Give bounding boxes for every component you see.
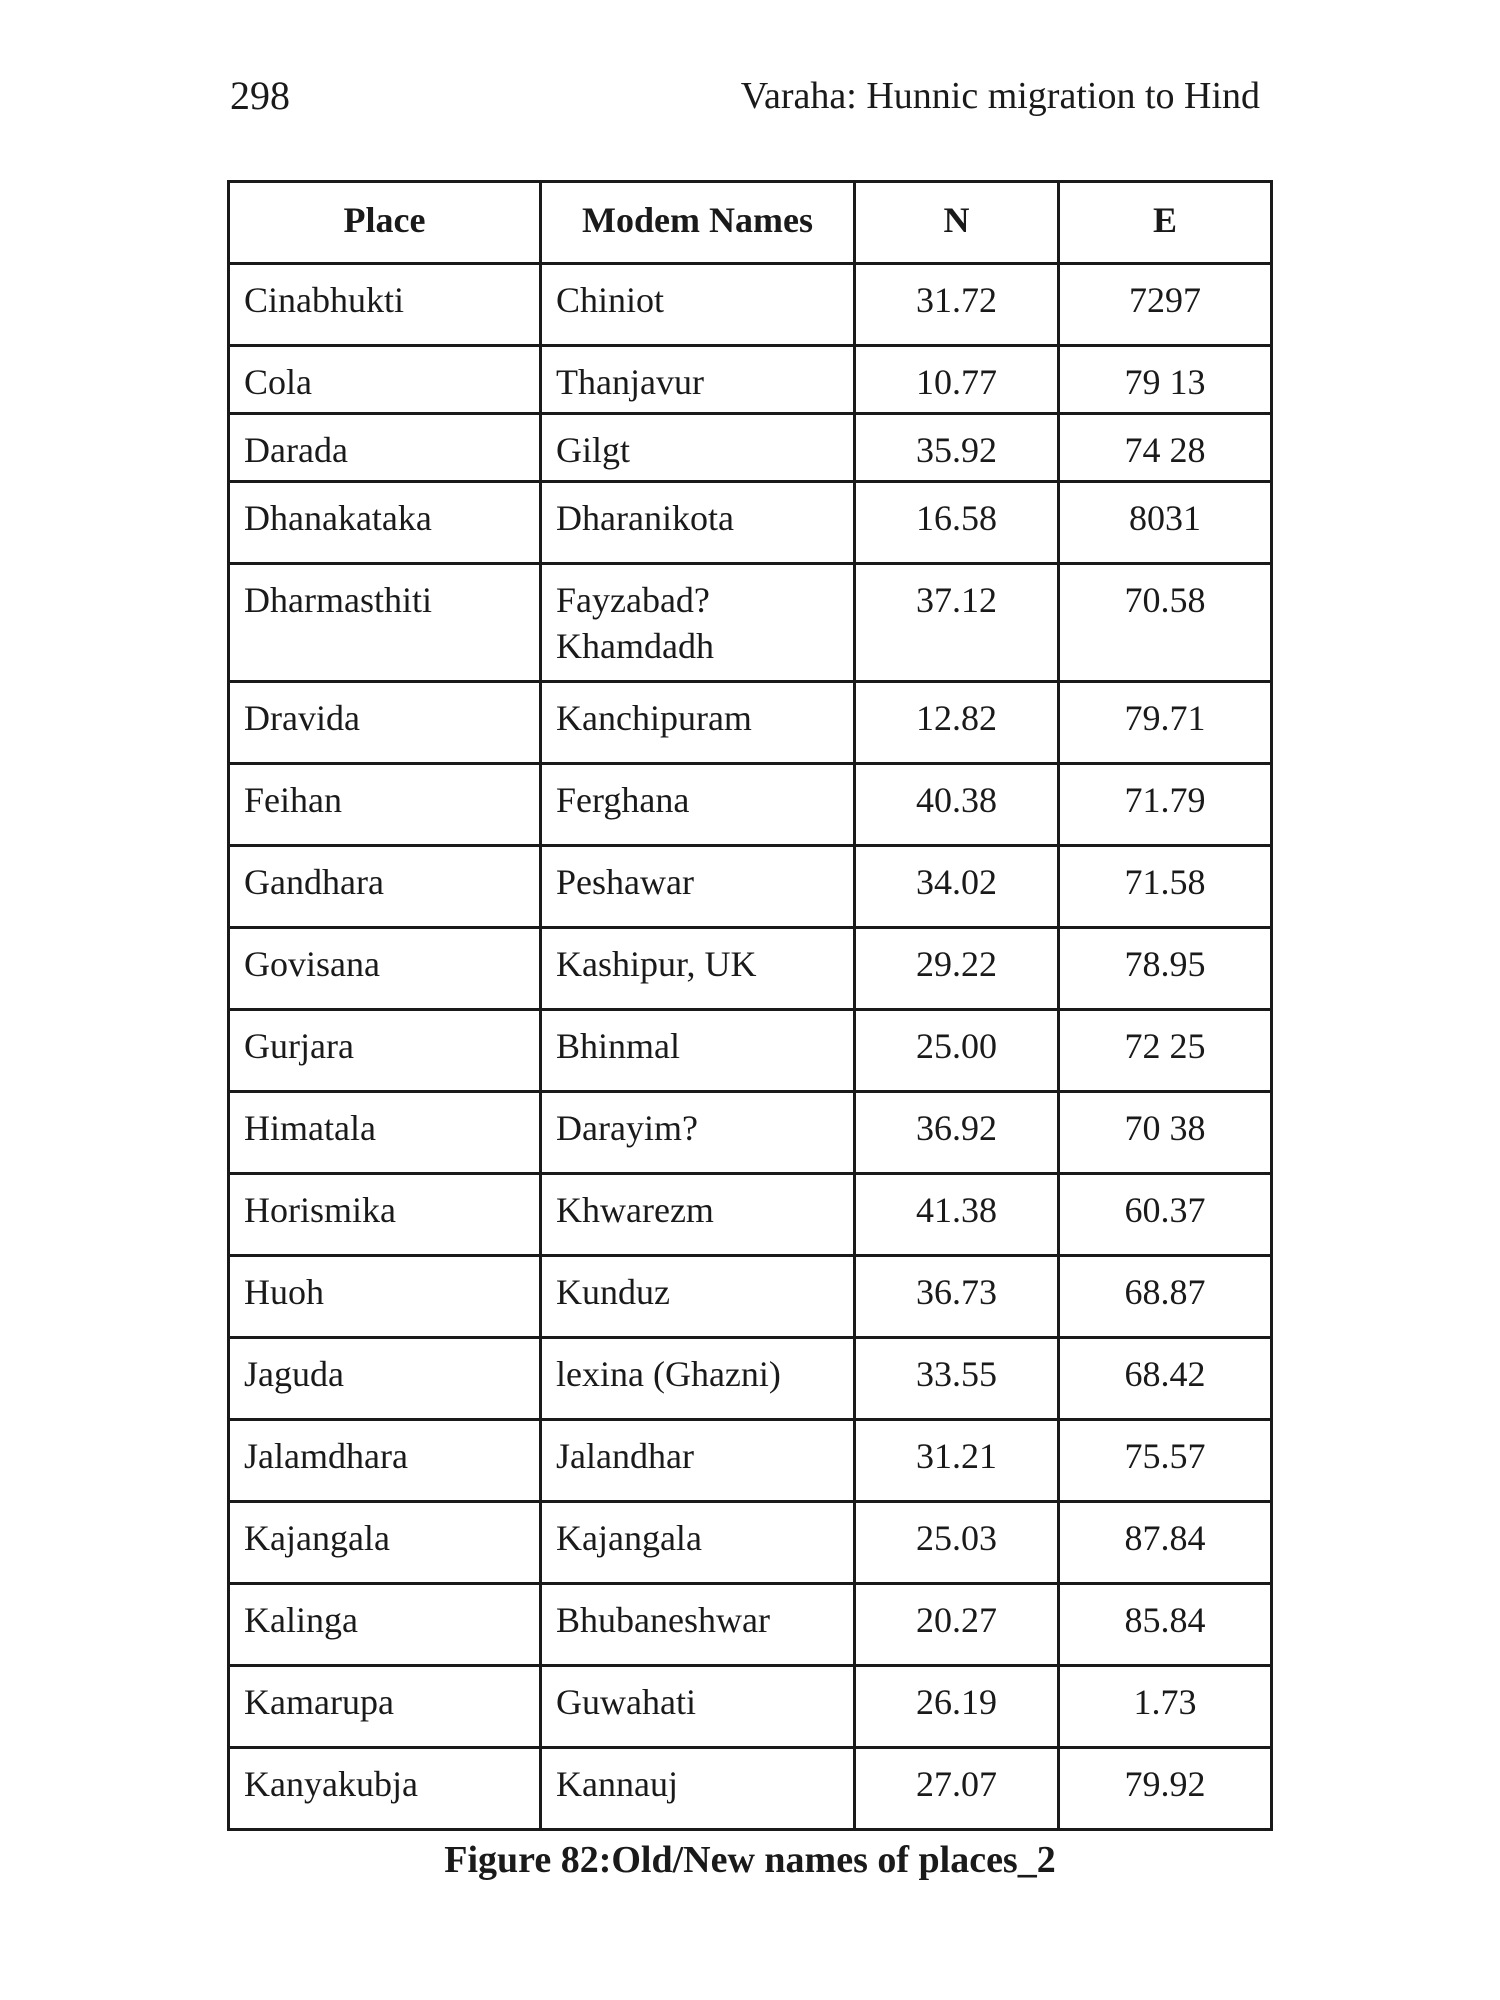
longitude-cell: 72 25 xyxy=(1059,1010,1272,1092)
latitude-cell: 25.00 xyxy=(855,1010,1059,1092)
running-title: Varaha: Hunnic migration to Hind xyxy=(740,75,1260,117)
column-header-n: N xyxy=(855,182,1059,264)
longitude-cell: 74 28 xyxy=(1059,414,1272,482)
latitude-cell: 25.03 xyxy=(855,1502,1059,1584)
longitude-cell: 75.57 xyxy=(1059,1420,1272,1502)
latitude-cell: 31.72 xyxy=(855,264,1059,346)
place-cell: Kalinga xyxy=(229,1584,541,1666)
place-cell: Jalamdhara xyxy=(229,1420,541,1502)
table-row xyxy=(229,1748,1272,1830)
longitude-cell: 71.58 xyxy=(1059,846,1272,928)
place-cell: Darada xyxy=(229,414,541,482)
modern-name-cell: Chiniot xyxy=(541,264,855,346)
table-row xyxy=(229,414,1272,482)
place-cell: Jaguda xyxy=(229,1338,541,1420)
longitude-cell: 79.71 xyxy=(1059,682,1272,764)
longitude-cell: 68.87 xyxy=(1059,1256,1272,1338)
longitude-cell: 60.37 xyxy=(1059,1174,1272,1256)
table-row xyxy=(229,1010,1272,1092)
figure-caption: Figure 82:Old/New names of places_2 xyxy=(444,1839,1056,1881)
place-cell: Feihan xyxy=(229,764,541,846)
place-cell: Kanyakubja xyxy=(229,1748,541,1830)
latitude-cell: 40.38 xyxy=(855,764,1059,846)
latitude-cell: 35.92 xyxy=(855,414,1059,482)
page-number: 298 xyxy=(230,73,290,118)
table-row xyxy=(229,1092,1272,1174)
place-cell: Horismika xyxy=(229,1174,541,1256)
place-cell: Huoh xyxy=(229,1256,541,1338)
modern-name-cell: Kunduz xyxy=(541,1256,855,1338)
modern-name-cell xyxy=(541,564,855,682)
modern-name-cell: Peshawar xyxy=(541,846,855,928)
table-row xyxy=(229,1584,1272,1666)
latitude-cell: 16.58 xyxy=(855,482,1059,564)
table-row xyxy=(229,482,1272,564)
longitude-cell: 8031 xyxy=(1059,482,1272,564)
modern-name-cell: Dharanikota xyxy=(541,482,855,564)
column-header-e: E xyxy=(1059,182,1272,264)
longitude-cell: 87.84 xyxy=(1059,1502,1272,1584)
longitude-cell: 1.73 xyxy=(1059,1666,1272,1748)
modern-name-cell: Ferghana xyxy=(541,764,855,846)
place-cell: Kajangala xyxy=(229,1502,541,1584)
longitude-cell: 79 13 xyxy=(1059,346,1272,414)
column-header-modern-names: Modem Names xyxy=(541,182,855,264)
latitude-cell: 41.38 xyxy=(855,1174,1059,1256)
latitude-cell: 29.22 xyxy=(855,928,1059,1010)
table-row xyxy=(229,1256,1272,1338)
longitude-cell: 68.42 xyxy=(1059,1338,1272,1420)
table-row xyxy=(229,928,1272,1010)
place-cell: Cinabhukti xyxy=(229,264,541,346)
table-row xyxy=(229,1338,1272,1420)
table-row xyxy=(229,346,1272,414)
latitude-cell: 27.07 xyxy=(855,1748,1059,1830)
latitude-cell: 33.55 xyxy=(855,1338,1059,1420)
table-row xyxy=(229,564,1272,682)
table-header-row xyxy=(229,182,1272,264)
modern-name-cell: Guwahati xyxy=(541,1666,855,1748)
place-cell: Kamarupa xyxy=(229,1666,541,1748)
place-cell: Govisana xyxy=(229,928,541,1010)
longitude-cell: 78.95 xyxy=(1059,928,1272,1010)
latitude-cell: 10.77 xyxy=(855,346,1059,414)
longitude-cell: 70 38 xyxy=(1059,1092,1272,1174)
longitude-cell: 71.79 xyxy=(1059,764,1272,846)
place-cell: Dravida xyxy=(229,682,541,764)
place-cell: Himatala xyxy=(229,1092,541,1174)
place-cell: Gandhara xyxy=(229,846,541,928)
column-header-place: Place xyxy=(229,182,541,264)
longitude-cell: 85.84 xyxy=(1059,1584,1272,1666)
table-row xyxy=(229,1502,1272,1584)
table-row xyxy=(229,764,1272,846)
latitude-cell: 12.82 xyxy=(855,682,1059,764)
place-cell: Dharmasthiti xyxy=(229,564,541,682)
places-table xyxy=(227,180,1273,1831)
modern-name-cell: lexina (Ghazni) xyxy=(541,1338,855,1420)
modern-name-cell: Thanjavur xyxy=(541,346,855,414)
place-cell: Cola xyxy=(229,346,541,414)
modern-name-cell: Kashipur, UK xyxy=(541,928,855,1010)
modern-name-cell: Kannauj xyxy=(541,1748,855,1830)
modern-name-cell: Khwarezm xyxy=(541,1174,855,1256)
table-row xyxy=(229,264,1272,346)
modern-name-line: Fayzabad? xyxy=(556,580,710,620)
place-cell: Gurjara xyxy=(229,1010,541,1092)
modern-name-line-2: Khamdadh xyxy=(556,626,714,666)
longitude-cell: 7297 xyxy=(1059,264,1272,346)
modern-name-cell: Darayim? xyxy=(541,1092,855,1174)
modern-name-cell: Kajangala xyxy=(541,1502,855,1584)
modern-name-cell: Bhubaneshwar xyxy=(541,1584,855,1666)
latitude-cell: 31.21 xyxy=(855,1420,1059,1502)
modern-name-cell: Gilgt xyxy=(541,414,855,482)
table-row xyxy=(229,1174,1272,1256)
modern-name-cell: Kanchipuram xyxy=(541,682,855,764)
longitude-cell: 79.92 xyxy=(1059,1748,1272,1830)
latitude-cell: 37.12 xyxy=(855,564,1059,682)
latitude-cell: 26.19 xyxy=(855,1666,1059,1748)
modern-name-cell: Bhinmal xyxy=(541,1010,855,1092)
latitude-cell: 34.02 xyxy=(855,846,1059,928)
longitude-cell: 70.58 xyxy=(1059,564,1272,682)
latitude-cell: 36.73 xyxy=(855,1256,1059,1338)
table-row xyxy=(229,846,1272,928)
modern-name-cell: Jalandhar xyxy=(541,1420,855,1502)
table-row xyxy=(229,1420,1272,1502)
table-row xyxy=(229,682,1272,764)
latitude-cell: 20.27 xyxy=(855,1584,1059,1666)
place-cell: Dhanakataka xyxy=(229,482,541,564)
latitude-cell: 36.92 xyxy=(855,1092,1059,1174)
table-row xyxy=(229,1666,1272,1748)
